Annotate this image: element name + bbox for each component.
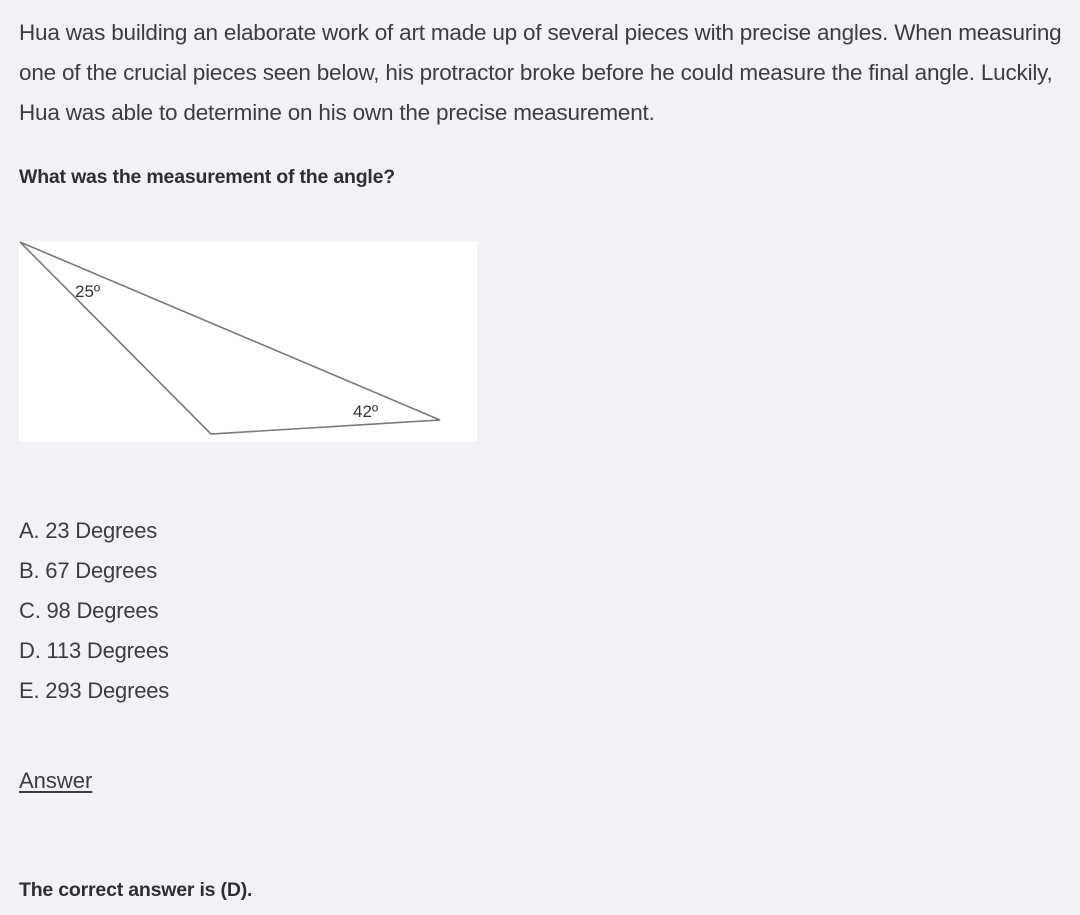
correct-answer-text: The correct answer is (D). (19, 879, 253, 901)
choice-e: E. 293 Degrees (19, 678, 170, 703)
triangle-diagram (19, 241, 477, 442)
problem-statement: Hua was building an elaborate work of art made up of several pieces with precise angles. When measuring one of the crucial pieces seen below, his protractor broke before he could measure the final angle. Luckily, Hua was able to determine on his own the precise measurement. (19, 20, 1062, 125)
angle-label-25: 25º (75, 282, 101, 301)
choice-c: C. 98 Degrees (19, 598, 159, 623)
answer-choices (19, 511, 169, 711)
choice-a: A. 23 Degrees (19, 518, 158, 543)
angle-label-42: 42º (353, 402, 379, 421)
question-text: What was the measurement of the angle? (19, 166, 395, 188)
choice-b: B. 67 Degrees (19, 558, 158, 583)
answer-link[interactable]: Answer (19, 768, 93, 793)
choice-d: D. 113 Degrees (19, 638, 169, 663)
triangle-figure (19, 241, 477, 442)
